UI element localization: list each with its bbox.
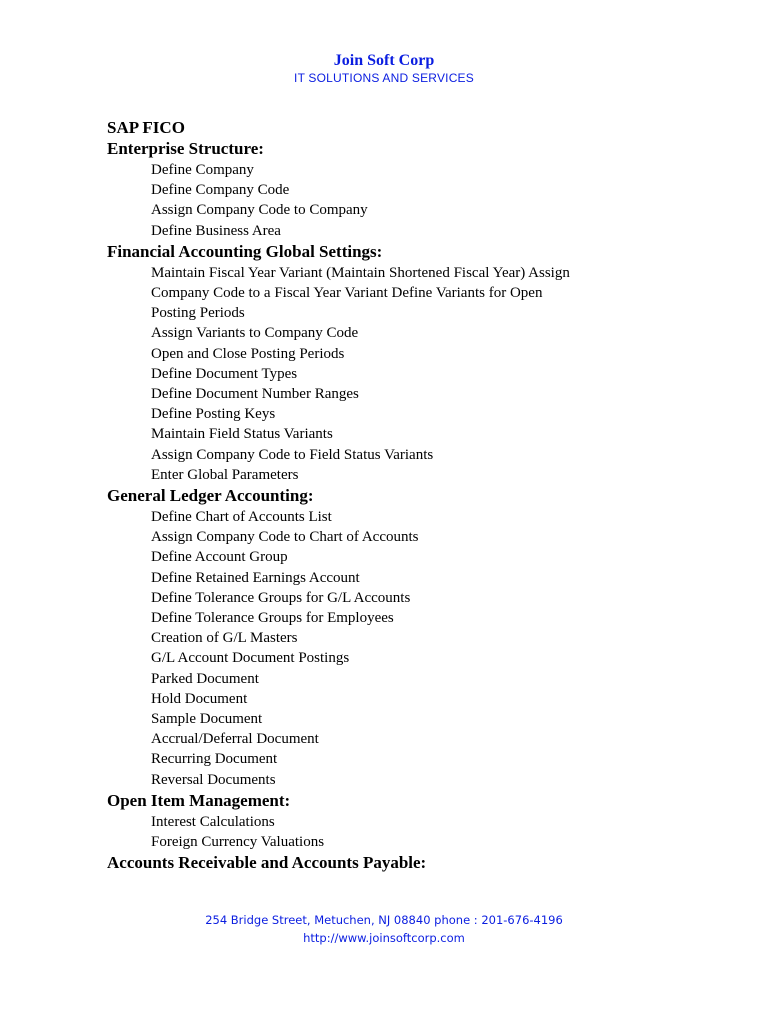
list-item: Define Tolerance Groups for Employees bbox=[151, 610, 394, 627]
section-heading: Financial Accounting Global Settings: bbox=[107, 241, 383, 261]
list-item: Maintain Field Status Variants bbox=[151, 426, 333, 443]
document-footer bbox=[0, 911, 768, 947]
list-item: Interest Calculations bbox=[151, 813, 275, 830]
document-header bbox=[0, 52, 768, 85]
list-item: Recurring Document bbox=[151, 751, 278, 768]
list-item: Define Retained Earnings Account bbox=[151, 569, 360, 586]
list-item: Foreign Currency Valuations bbox=[151, 834, 325, 851]
list-item: Sample Document bbox=[151, 711, 263, 728]
list-item: Creation of G/L Masters bbox=[151, 630, 298, 647]
list-item: Maintain Fiscal Year Variant (Maintain Shortened Fiscal Year) Assign bbox=[151, 264, 570, 281]
footer-website-link[interactable]: http://www.joinsoftcorp.com bbox=[303, 931, 465, 945]
company-tagline: IT SOLUTIONS AND SERVICES bbox=[294, 71, 474, 85]
list-item: Reversal Documents bbox=[151, 771, 276, 788]
section-heading: Enterprise Structure: bbox=[107, 139, 264, 158]
list-item: G/L Account Document Postings bbox=[151, 650, 350, 667]
section-item-list bbox=[107, 812, 667, 852]
list-item: Define Tolerance Groups for G/L Accounts bbox=[151, 589, 411, 606]
list-item: Define Chart of Accounts List bbox=[151, 509, 332, 526]
list-item: Define Document Number Ranges bbox=[151, 386, 359, 403]
list-item: Define Document Types bbox=[151, 365, 298, 382]
section-item-list bbox=[107, 507, 667, 790]
list-item: Assign Variants to Company Code bbox=[151, 325, 359, 342]
list-item: Define Company bbox=[151, 162, 254, 178]
list-item: Open and Close Posting Periods bbox=[151, 345, 345, 362]
list-item: Assign Company Code to Field Status Variants bbox=[151, 446, 434, 463]
document-body bbox=[107, 118, 667, 874]
list-item: Posting Periods bbox=[151, 305, 245, 322]
list-item: Accrual/Deferral Document bbox=[151, 731, 319, 748]
section-heading: Accounts Receivable and Accounts Payable: bbox=[107, 853, 427, 873]
document-title: SAP FICO bbox=[107, 118, 185, 137]
section-item-list bbox=[107, 160, 667, 241]
section-heading: General Ledger Accounting: bbox=[107, 486, 314, 506]
list-item: Assign Company Code to Company bbox=[151, 202, 368, 219]
company-name: Join Soft Corp bbox=[333, 52, 435, 69]
list-item: Define Account Group bbox=[151, 549, 288, 566]
list-item: Define Business Area bbox=[151, 222, 281, 239]
section-item-list bbox=[107, 263, 667, 485]
section-heading: Open Item Management: bbox=[107, 790, 291, 810]
list-item: Hold Document bbox=[151, 690, 248, 707]
sections-container bbox=[107, 138, 667, 874]
list-item: Assign Company Code to Chart of Accounts bbox=[151, 529, 419, 546]
list-item: Define Posting Keys bbox=[151, 406, 276, 423]
list-item: Enter Global Parameters bbox=[151, 466, 299, 483]
list-item: Parked Document bbox=[151, 670, 259, 687]
list-item: Define Company Code bbox=[151, 182, 290, 199]
list-item: Company Code to a Fiscal Year Variant Define Variants for Open bbox=[151, 285, 543, 302]
footer-address: 254 Bridge Street, Metuchen, NJ 08840 phone : 201-676-4196 bbox=[205, 913, 563, 927]
